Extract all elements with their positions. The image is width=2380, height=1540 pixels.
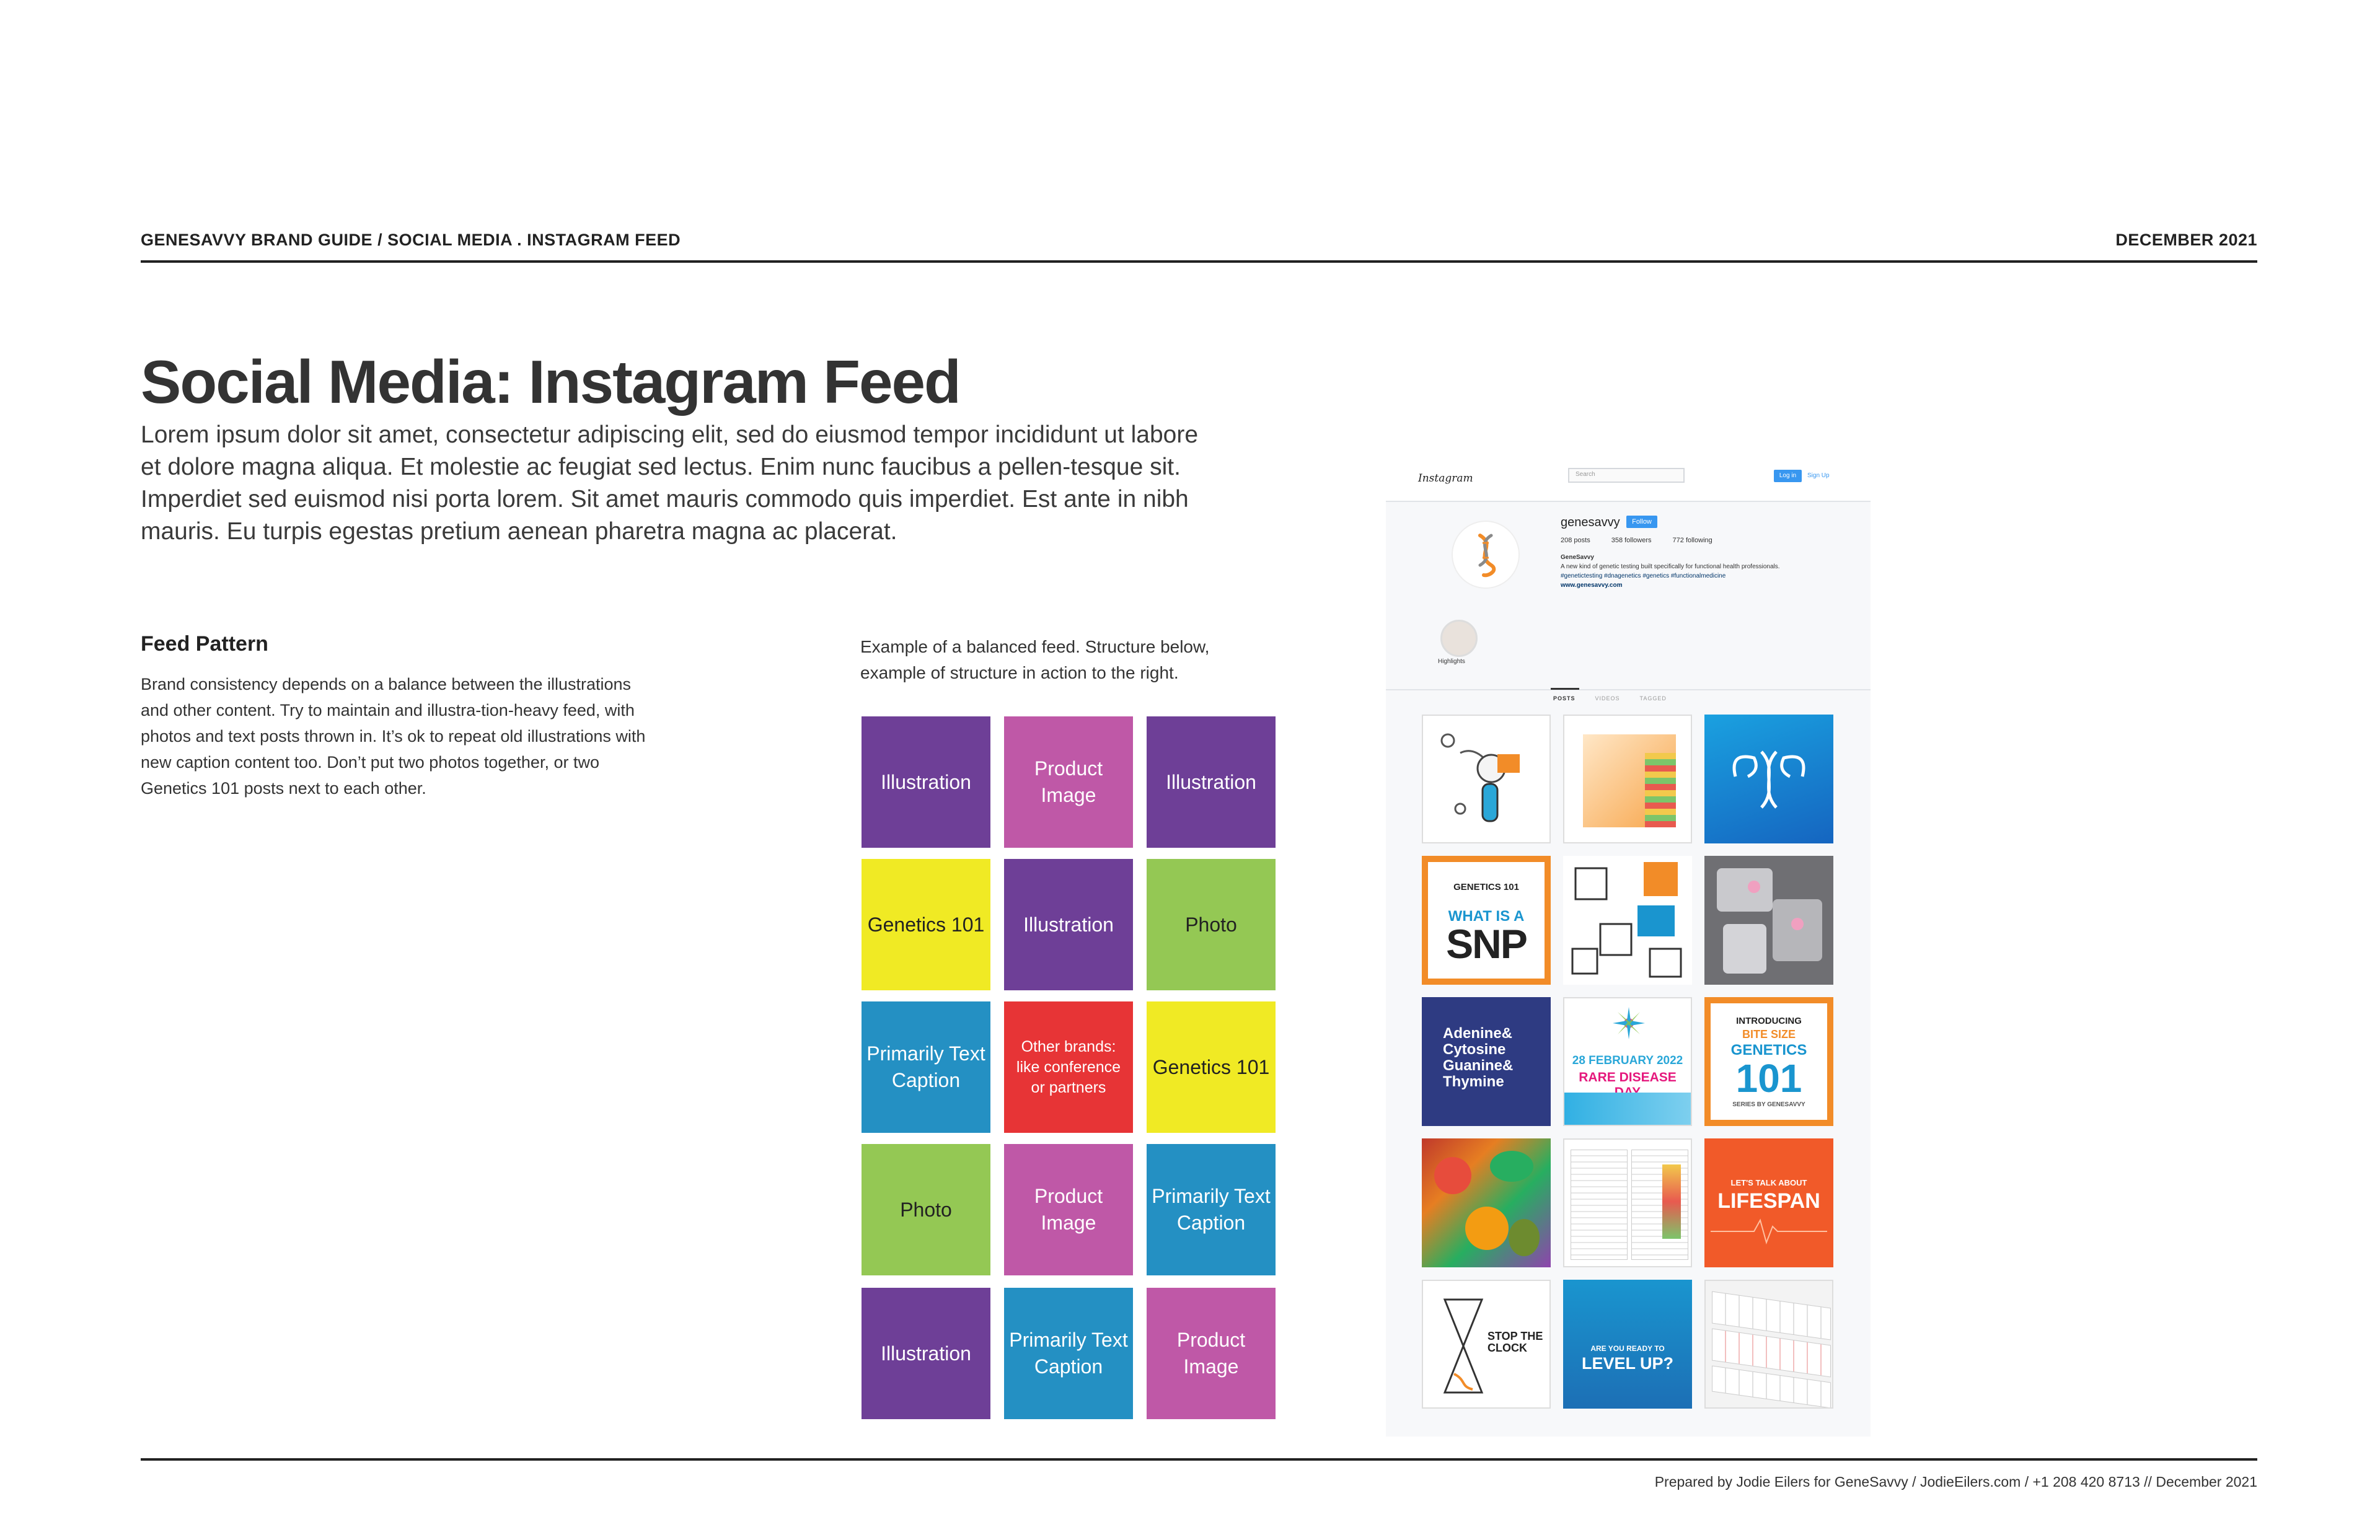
- post-intro-genetics-101[interactable]: [1704, 997, 1833, 1126]
- tab-posts[interactable]: POSTS: [1553, 695, 1576, 702]
- highlight-circle[interactable]: [1440, 620, 1478, 657]
- post-photo-vegetables[interactable]: [1422, 1138, 1551, 1267]
- bio-text: A new kind of genetic testing built specifically for functional health professionals.: [1561, 563, 1780, 570]
- intro-series: SERIES BY GENESAVVY: [1732, 1101, 1805, 1108]
- heartbeat-line-icon: [1711, 1213, 1827, 1250]
- page-title: Social Media: Instagram Feed: [141, 348, 960, 416]
- rare-title: RARE DISEASE: [1579, 1070, 1677, 1085]
- puzzle-pieces-icon: [1563, 856, 1692, 985]
- pattern-tile: Illustration: [1004, 859, 1133, 990]
- instagram-search-input[interactable]: Search: [1568, 468, 1685, 483]
- pattern-tile: Genetics 101: [862, 859, 990, 990]
- post-rare-disease-day[interactable]: [1563, 997, 1692, 1126]
- intro-101: 101: [1735, 1056, 1802, 1101]
- strong-dna-arm-icon: [1704, 715, 1833, 843]
- follower-count[interactable]: 358 followers: [1611, 537, 1652, 544]
- bio-link[interactable]: www.genesavvy.com: [1561, 582, 1623, 589]
- instagram-stats: [1561, 537, 1712, 544]
- rare-date: 28 FEBRUARY 2022: [1572, 1054, 1683, 1067]
- instagram-logo: Instagram: [1418, 472, 1473, 485]
- bio-name: GeneSavvy: [1561, 554, 1594, 561]
- post-bases-text[interactable]: [1422, 997, 1551, 1126]
- pattern-tile: Product Image: [1004, 1144, 1133, 1275]
- post-illustration-strong-dna[interactable]: [1704, 715, 1833, 843]
- bio-hashtags[interactable]: #genetictesting #dnagenetics #genetics #functionalmedicine: [1561, 573, 1726, 579]
- lifespan-big: LIFESPAN: [1717, 1189, 1820, 1213]
- feed-pattern-heading: Feed Pattern: [141, 632, 268, 656]
- feed-pattern-body: Brand consistency depends on a balance between the illustrations and other content. Try to maintain and illustra-tion-heavy feed, with photos and text posts thrown in. It’s ok to repeat old illustrations with new caption content too. Don’t put two photos together, or two Genetics 101 posts next to each other.: [141, 675, 646, 798]
- intro-genetics: GENETICS: [1730, 1042, 1807, 1058]
- following-count[interactable]: 772 following: [1672, 537, 1712, 544]
- hourglass-dna-icon: [1435, 1293, 1491, 1399]
- lifespan-small: LET'S TALK ABOUT: [1730, 1178, 1807, 1187]
- snp-series-label: GENETICS 101: [1453, 882, 1519, 892]
- pattern-tile: Illustration: [862, 716, 990, 848]
- header-breadcrumb: GENESAVVY BRAND GUIDE / SOCIAL MEDIA . INSTAGRAM FEED: [141, 231, 681, 249]
- tab-tagged[interactable]: TAGGED: [1639, 695, 1667, 702]
- pattern-tile: Product Image: [1004, 716, 1133, 848]
- dna-logo-icon: [1453, 522, 1518, 587]
- snp-big-text: SNP: [1446, 921, 1527, 967]
- active-tab-indicator: [1551, 688, 1579, 690]
- pattern-tile: Product Image: [1147, 1288, 1276, 1419]
- intro-small: INTRODUCING: [1736, 1016, 1802, 1026]
- instagram-login-button[interactable]: Log in: [1774, 470, 1802, 482]
- post-report-screens[interactable]: [1704, 1280, 1833, 1409]
- post-illustration-puzzle[interactable]: [1563, 856, 1692, 985]
- clock-text: STOP THE CLOCK: [1488, 1330, 1543, 1354]
- footer-credit: Prepared by Jodie Eilers for GeneSavvy / JodieEilers.com / +1 208 420 8713 // December 2021: [1654, 1474, 2257, 1490]
- pattern-tile: Other brands: like conference or partners: [1004, 1001, 1133, 1133]
- instagram-tabs: [1553, 695, 1667, 702]
- pattern-tile: Primarily Text Caption: [862, 1001, 990, 1133]
- pattern-tile: Photo: [862, 1144, 990, 1275]
- highlight-label: Highlights: [1438, 658, 1465, 665]
- post-product-report-pages[interactable]: [1563, 1138, 1692, 1267]
- pattern-tile: Genetics 101: [1147, 1001, 1276, 1133]
- instagram-bio: [1561, 553, 1852, 590]
- example-caption: Example of a balanced feed. Structure below, example of structure in action to the right.: [860, 637, 1210, 682]
- post-level-up[interactable]: [1563, 1280, 1692, 1409]
- intro-paragraph: Lorem ipsum dolor sit amet, consectetur adipiscing elit, sed do eiusmod tempor incididunt ut labore et dolore magna aliqua. Et molestie ac feugiat sed lectus. Enim nunc faucibus a pellen-tesque sit. Imperdiet sed euismod nisi porta lorem. Sit amet mauris commodo quis imperdiet. Est ante in nibh mauris. Eu turpis egestas pretium aenean pharetra magna ac placerat.: [141, 421, 1199, 545]
- avatar[interactable]: [1452, 521, 1520, 589]
- footer-divider: [141, 1458, 2257, 1461]
- instagram-signup-link[interactable]: Sign Up: [1807, 472, 1830, 479]
- level-small: ARE YOU READY TO: [1590, 1344, 1665, 1353]
- header-date: DECEMBER 2021: [2115, 231, 2257, 249]
- post-illustration-stop-clock[interactable]: [1422, 1280, 1551, 1409]
- instagram-profile-mockup: [1386, 451, 1871, 1437]
- header-divider: [141, 260, 2257, 263]
- level-big: LEVEL UP?: [1581, 1354, 1674, 1373]
- pattern-tile: Illustration: [1147, 716, 1276, 848]
- post-photo-pills[interactable]: [1704, 856, 1833, 985]
- tab-videos[interactable]: VIDEOS: [1595, 695, 1620, 702]
- pattern-tile: Primarily Text Caption: [1004, 1288, 1133, 1419]
- bases-text: Adenine& Cytosine Guanine& Thymine: [1443, 1025, 1514, 1090]
- pattern-tile: Illustration: [862, 1288, 990, 1419]
- post-genetics-101-snp[interactable]: [1422, 856, 1551, 985]
- pattern-tile: Primarily Text Caption: [1147, 1144, 1276, 1275]
- burst-logo-icon: [1610, 1005, 1647, 1042]
- test-kit-illustration-icon: [1423, 716, 1551, 843]
- instagram-topbar: [1386, 451, 1871, 502]
- post-illustration-test-kit[interactable]: [1422, 715, 1551, 843]
- post-count: 208 posts: [1561, 537, 1590, 544]
- tabs-divider: [1386, 689, 1871, 690]
- pattern-tile: Photo: [1147, 859, 1276, 990]
- instagram-follow-button[interactable]: Follow: [1626, 516, 1657, 528]
- intro-bite: BITE SIZE: [1742, 1028, 1796, 1041]
- snp-question: WHAT IS A: [1448, 908, 1525, 925]
- instagram-username: genesavvy: [1561, 516, 1620, 529]
- post-product-report[interactable]: [1563, 715, 1692, 843]
- post-lifespan[interactable]: [1704, 1138, 1833, 1267]
